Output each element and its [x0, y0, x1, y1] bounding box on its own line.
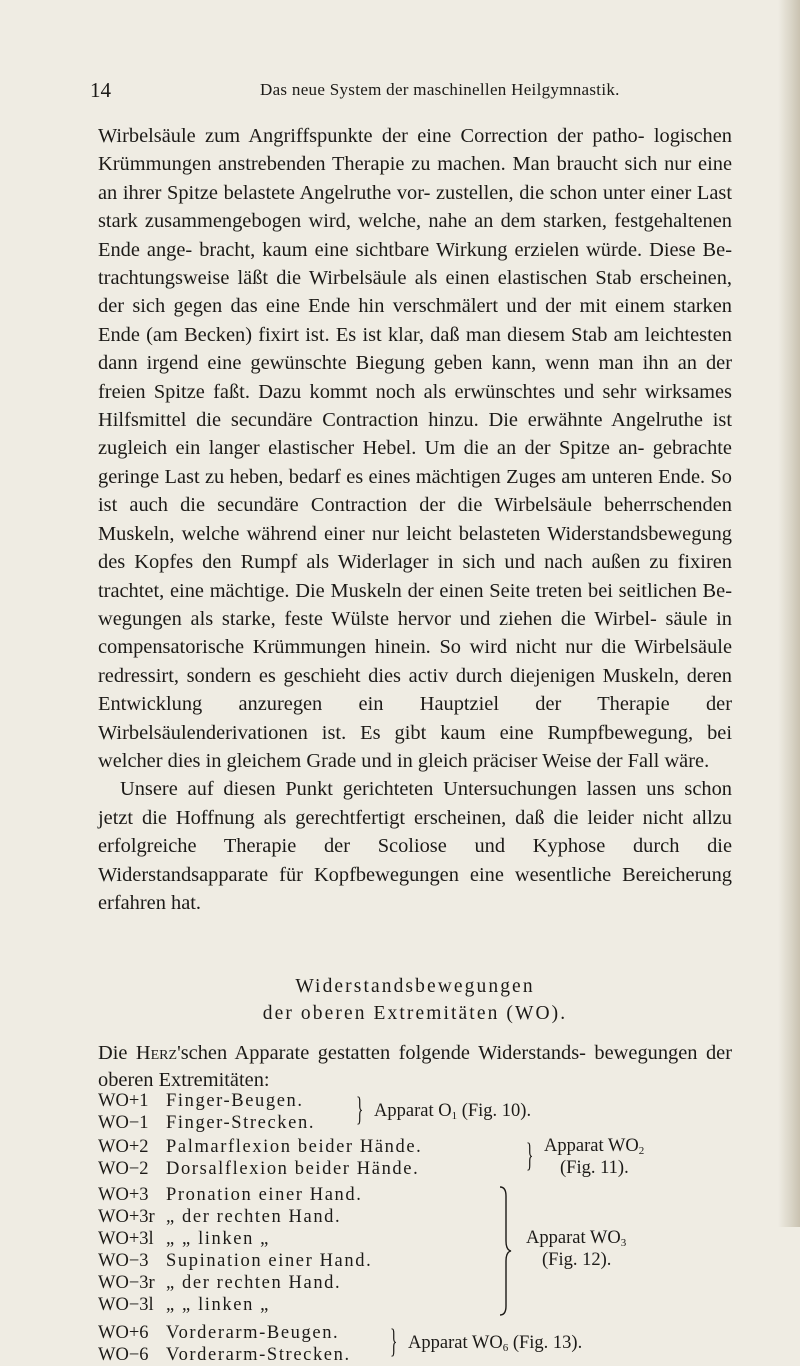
figure-reference: (Fig. 12). — [542, 1250, 612, 1270]
list-item — [98, 1228, 732, 1250]
section-heading-line-1: Widerstandsbewegungen — [295, 976, 535, 997]
movement-term: Palmarflexion beider Hände. — [166, 1137, 423, 1157]
list-item — [98, 1206, 732, 1228]
page-header — [90, 78, 730, 104]
movement-code: WO−6 — [98, 1345, 149, 1365]
movement-code: WO+2 — [98, 1137, 149, 1157]
running-title: Das neue System der maschinellen Heilgymnastik. — [260, 80, 620, 99]
figure-reference: (Fig. 11). — [560, 1158, 629, 1178]
section-heading — [98, 973, 732, 1027]
right-brace-icon: } — [356, 1091, 364, 1128]
apparatus-label — [408, 1333, 582, 1354]
paragraph-2: Unsere auf diesen Punkt gerichteten Untersuchungen lassen uns schon jetzt die Hoffnung als gerechtfertigt erscheinen, daß die leider nicht allzu erfolgreiche Therapie der Scoliose und Kyphose durch die Widerstandsapparate für Kopfbewegungen eine wesentliche Bereicherung erfahren hat. — [98, 778, 732, 914]
movement-code: WO−3 — [98, 1251, 149, 1271]
intro-pre: Die — [98, 1042, 136, 1064]
movement-group-2 — [98, 1136, 732, 1180]
list-item — [98, 1158, 732, 1180]
paragraph-1: Wirbelsäule zum Angriffspunkte der eine Correction der patho- logischen Krümmungen anstrebenden Therapie zu machen. Man braucht sich nur eine an ihrer Spitze belastete Angelruthe vor- zustellen, die schon unter einer Last stark zusammengebogen wird, welche, nahe an dem starken, festgehaltenen Ende ange- bracht, kaum eine sichtbare Wirkung erzielen würde. Diese Be- trachtungsweise läßt die Wirbelsäule als einen elastischen Stab erscheinen, der sich gegen das eine Ende hin verschmälert und der mit einem starken Ende (am Becken) fixirt ist. Es ist klar, daß man diesem Stab am leichtesten dann irgend eine gewünschte Biegung geben kann, wenn man ihn an der freien Spitze faßt. Dazu kommt noch als erwünschtes und sehr wirksames Hilfsmittel die secundäre Contraction hinzu. Die erwähnte Angelruthe ist zugleich ein langer elastischer Hebel. Um die an der Spitze an- gebrachte geringe Last zu heben, bedarf es eines mächtigen Zuges am unteren Ende. So ist auch die secundäre Contraction der die Wirbelsäule beherrschenden Muskeln, welche während einer nur leicht belasteten Widerstandsbewegung des Kopfes den Rumpf als Widerlager in sich und nach außen zu fixiren trachtet, eine mächtige. Die Muskeln der einen Seite treten bei seitlichen Be- wegungen als starke, feste Wülste hervor und ziehen die Wirbel- säule in compensatorische Krümmungen hinein. So wird nicht nur die Wirbelsäule redressirt, sondern es geschieht dies activ durch diejenigen Muskeln, deren Entwicklung anzuregen ein Hauptziel der Therapie der Wirbelsäulenderivationen ist. Es gibt kaum eine Rumpfbewegung, bei welcher dies in gleichem Grade und in gleich präciser Weise der Fall wäre. — [98, 125, 732, 772]
movement-code: WO+3r — [98, 1207, 155, 1227]
movement-code: WO−1 — [98, 1113, 149, 1133]
page-edge-shadow — [778, 0, 800, 1227]
movement-code: WO+3l — [98, 1229, 154, 1249]
right-brace-icon — [498, 1186, 512, 1316]
movement-term: Pronation einer Hand. — [166, 1185, 363, 1205]
movement-code: WO+6 — [98, 1323, 149, 1343]
movement-code: WO+3 — [98, 1185, 149, 1205]
movement-group-4 — [98, 1322, 732, 1366]
movement-term: „ „ linken „ — [166, 1229, 270, 1249]
movement-term: Vorderarm-Strecken. — [166, 1345, 351, 1365]
apparatus-subscript: 3 — [620, 1237, 627, 1249]
movement-term: Vorderarm-Beugen. — [166, 1323, 340, 1343]
apparatus-label — [374, 1101, 531, 1122]
right-brace-icon: } — [390, 1323, 398, 1360]
movement-code: WO−3l — [98, 1295, 154, 1315]
apparatus-label — [544, 1136, 644, 1157]
movement-group-1 — [98, 1090, 732, 1134]
list-item — [98, 1272, 732, 1294]
movement-term: Finger-Beugen. — [166, 1091, 304, 1111]
movement-code: WO−2 — [98, 1159, 149, 1179]
figure-reference: (Fig. 13). — [512, 1333, 583, 1353]
list-item — [98, 1184, 732, 1206]
movement-term: „ der rechten Hand. — [166, 1273, 342, 1293]
apparatus-subscript: 1 — [451, 1110, 458, 1122]
movement-term: Dorsalflexion beider Hände. — [166, 1159, 420, 1179]
intro-author-name: Herz — [135, 1042, 178, 1064]
movement-code: WO+1 — [98, 1091, 149, 1111]
body-text — [98, 122, 732, 917]
apparatus-name: Apparat WO — [408, 1333, 503, 1353]
list-item — [98, 1250, 732, 1272]
movement-term: „ „ linken „ — [166, 1295, 270, 1315]
movement-term: „ der rechten Hand. — [166, 1207, 342, 1227]
movement-group-3 — [98, 1184, 732, 1320]
apparatus-name: Apparat O — [374, 1101, 452, 1121]
figure-reference: (Fig. 10). — [461, 1101, 532, 1121]
section-heading-line-2: der oberen Extremitäten (WO). — [262, 1003, 568, 1024]
intro-paragraph — [98, 1040, 732, 1094]
movement-term: Supination einer Hand. — [166, 1251, 373, 1271]
apparatus-name: Apparat WO — [544, 1136, 639, 1156]
movement-term: Finger-Strecken. — [166, 1113, 316, 1133]
movement-code: WO−3r — [98, 1273, 155, 1293]
page-number: 14 — [90, 78, 111, 102]
apparatus-subscript: 6 — [502, 1342, 509, 1354]
apparatus-label — [526, 1228, 626, 1249]
apparatus-name: Apparat WO — [526, 1228, 621, 1248]
apparatus-subscript: 2 — [638, 1145, 645, 1157]
intro-post: 'schen Apparate gestatten folgende Widerstands- bewegungen der oberen Extremitäten: — [98, 1042, 732, 1091]
right-brace-icon: } — [526, 1137, 534, 1174]
list-item — [98, 1294, 732, 1316]
